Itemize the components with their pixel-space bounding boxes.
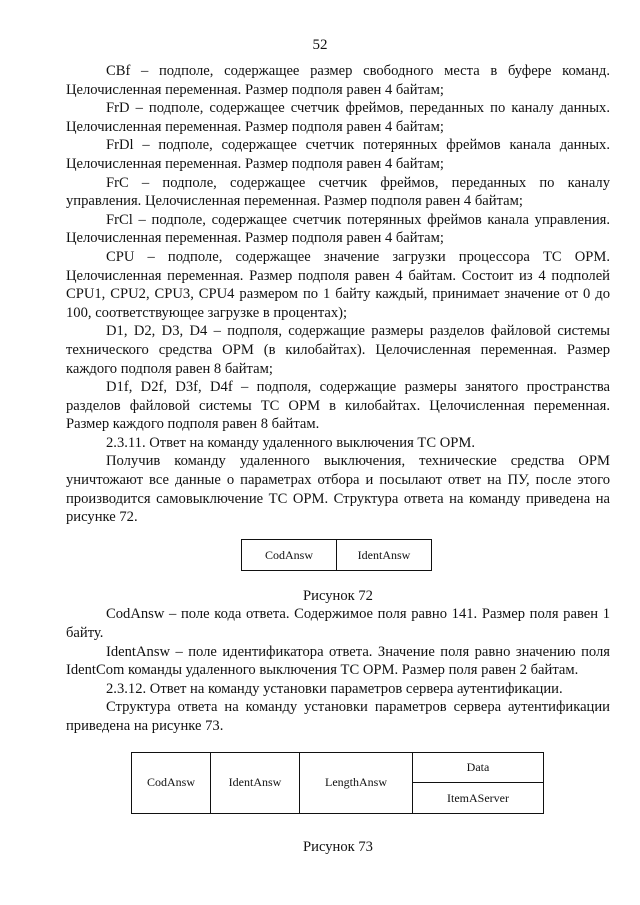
figure-73-codansw-cell: CodAnsw xyxy=(132,752,211,813)
figure-73-lengthansw-cell: LengthAnsw xyxy=(300,752,413,813)
paragraph-frcl: FrCl – подполе, содержащее счетчик потерянных фреймов канала управления. Целочисленная переменная. Размер подполя равен 4 байтам; xyxy=(66,211,610,247)
section-heading-2-3-11: 2.3.11. Ответ на команду удаленного выключения ТС ОРМ. xyxy=(106,434,476,451)
figure-73-itemaserver-cell: ItemAServer xyxy=(413,783,544,814)
paragraph-frd: FrD – подполе, содержащее счетчик фреймов, переданных по каналу данных. Целочисленная переменная. Размер подполя равен 4 байтам; xyxy=(66,100,610,135)
section-heading-2-3-12: 2.3.12. Ответ на команду установки параметров сервера аутентификации. xyxy=(106,680,563,697)
paragraph-2-3-12: Структура ответа на команду установки параметров сервера аутентификации приведена на рисунке 73. xyxy=(66,699,610,734)
paragraph-cpu: CPU – подполе, содержащее значение загрузки процессора ТС ОРМ. Целочисленная переменная. Размер подполя равен 4 байтам. Состоит из 4 подполей CPU1, CPU2, CPU3, CPU4 размером по 1 байту каждый, принимает значение от 0 до 100, соответствующее загрузке в процентах); xyxy=(66,248,610,321)
figure-72-codansw-cell: CodAnsw xyxy=(242,539,337,570)
paragraph-frdl: FrDl – подполе, содержащее счетчик потерянных фреймов канала данных. Целочисленная переменная. Размер подполя равен 4 байтам; xyxy=(66,137,610,172)
figure-72-identansw-cell: IdentAnsw xyxy=(337,539,432,570)
figure-72-table xyxy=(241,539,432,571)
figure-73-table xyxy=(131,752,544,814)
figure-73-caption: Рисунок 73 xyxy=(303,838,373,855)
page-number: 52 xyxy=(312,37,328,53)
paragraph-d1-d4: D1, D2, D3, D4 – подполя, содержащие размеры разделов файловой системы технического средства ОРМ (в килобайтах). Целочисленная переменная. Размер каждого подполя равен 8 байтам; xyxy=(66,323,610,377)
figure-73-data-cell: Data xyxy=(413,752,544,783)
document-body xyxy=(66,62,610,856)
figure-72-caption: Рисунок 72 xyxy=(303,587,373,604)
paragraph-frc: FrC – подполе, содержащее счетчик фреймов, переданных по каналу управления. Целочисленная переменная. Размер подполя равен 4 байтам; xyxy=(66,174,610,210)
paragraph-identansw: IdentAnsw – поле идентификатора ответа. Значение поля равно значению поля IdentCom команды удаленного выключения ТС ОРМ. Размер поля равен 2 байтам. xyxy=(66,643,610,679)
paragraph-2-3-11: Получив команду удаленного выключения, технические средства ОРМ уничтожают все данные о параметрах отбора и посылают ответ на ПУ, после этого производится самовыключение ТС ОРМ. Структура ответа на команду приведена на рисунке 72. xyxy=(66,453,610,526)
paragraph-d1f-d4f: D1f, D2f, D3f, D4f – подполя, содержащие размеры занятого пространства разделов файловой системы ТС ОРМ в килобайтах. Целочисленная переменная. Размер каждого подполя равен 8 байтам. xyxy=(66,379,610,433)
paragraph-codansw: CodAnsw – поле кода ответа. Содержимое поля равно 141. Размер поля равен 1 байту. xyxy=(66,606,610,642)
paragraph-cbf: CBf – подполе, содержащее размер свободного места в буфере команд. Целочисленная переменная. Размер подполя равен 4 байтам; xyxy=(66,63,610,98)
figure-73-identansw-cell: IdentAnsw xyxy=(211,752,300,813)
